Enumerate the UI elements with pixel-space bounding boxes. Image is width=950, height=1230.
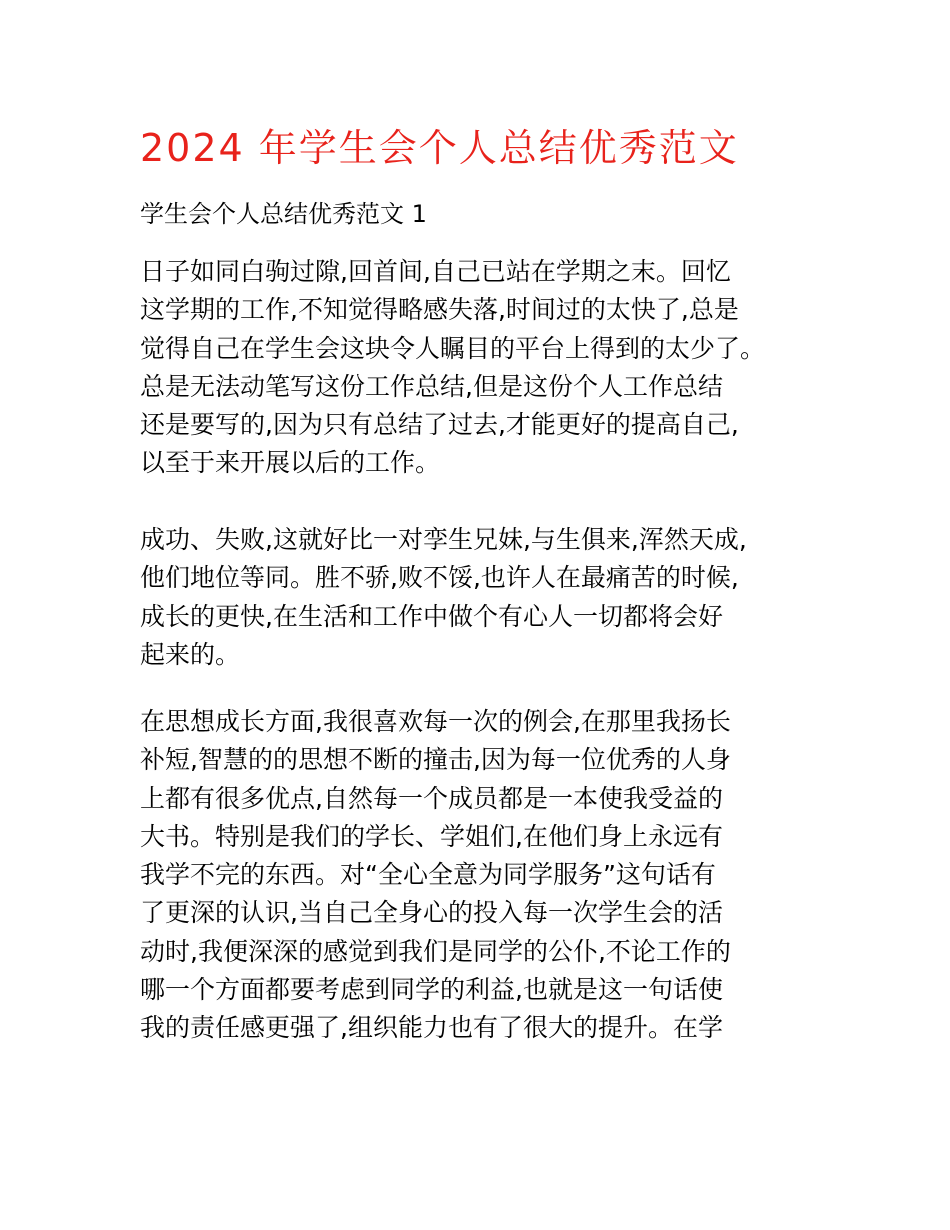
section-heading: 学生会个人总结优秀范文 1 [140, 200, 427, 228]
paragraph-line: 上都有很多优点,自然每一个成员都是一本使我受益的 [140, 783, 723, 813]
paragraph-line: 以至于来开展以后的工作。 [140, 448, 441, 478]
paragraph-line: 成功、失败,这就好比一对孪生兄妹,与生俱来,浑然天成, [140, 525, 747, 554]
paragraph-line: 动时,我便深深的感觉到我们是同学的公仆,不论工作的 [140, 936, 731, 966]
paragraph-2 [140, 521, 747, 674]
paragraph-line: 在思想成长方面,我很喜欢每一次的例会,在那里我扬长 [140, 707, 731, 736]
paragraph-1 [140, 253, 765, 483]
paragraph-line: 还是要写的,因为只有总结了过去,才能更好的提高自己, [140, 410, 739, 440]
paragraph-line: 我学不完的东西。对“全心全意为同学服务”这句话有 [140, 860, 716, 890]
paragraph-3 [140, 703, 731, 1048]
paragraph-line: 成长的更快,在生活和工作中做个有心人一切都将会好 [140, 601, 723, 631]
paragraph-line: 我的责任感更强了,组织能力也有了很大的提升。在学 [140, 1013, 723, 1043]
paragraph-line: 觉得自己在学生会这块令人瞩目的平台上得到的太少了。 [140, 333, 766, 363]
paragraph-line: 他们地位等同。胜不骄,败不馁,也许人在最痛苦的时候, [140, 563, 739, 593]
paragraph-line: 起来的。 [140, 639, 241, 669]
paragraph-line: 哪一个方面都要考虑到同学的利益,也就是这一句话使 [140, 975, 723, 1005]
paragraph-line: 总是无法动笔写这份工作总结,但是这份个人工作总结 [140, 371, 723, 401]
paragraph-line: 日子如同白驹过隙,回首间,自己已站在学期之末。回忆 [140, 257, 731, 286]
paragraph-line: 了更深的认识,当自己全身心的投入每一次学生会的活 [140, 898, 723, 928]
document-title: 2024 年学生会个人总结优秀范文 [140, 126, 739, 170]
paragraph-line: 大书。特别是我们的学长、学姐们,在他们身上永远有 [140, 821, 723, 851]
paragraph-line: 这学期的工作,不知觉得略感失落,时间过的太快了,总是 [140, 295, 739, 325]
paragraph-line: 补短,智慧的的思想不断的撞击,因为每一位优秀的人身 [140, 745, 731, 775]
